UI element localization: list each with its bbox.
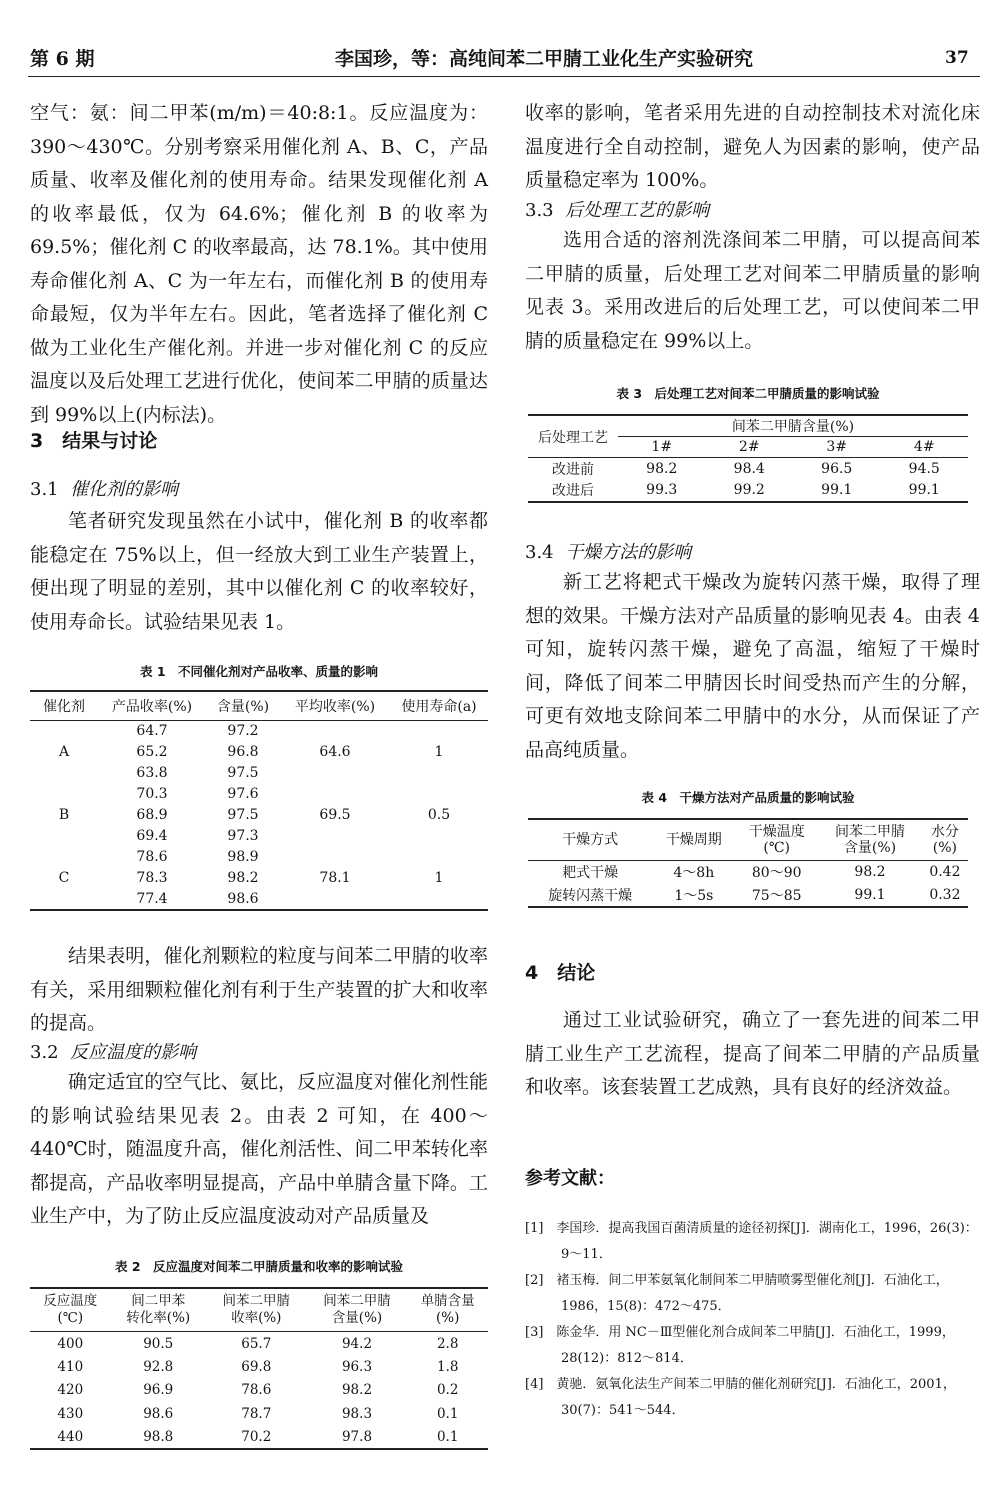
table-header: 含量(%) [216, 699, 270, 715]
table-cell: 0.42 [929, 864, 961, 881]
section-3-1-heading: 3.1 催化剂的影响 [30, 479, 179, 500]
table-header: 间苯二甲腈 含量(%) [323, 1293, 391, 1326]
table-cell: 430 [57, 1405, 84, 1422]
right-column-top: 收率的影响，笔者采用先进的自动控制技术对流化床温度进行全自动控制，避免人为因素的影响，使产品质量稳定率为 100%。 [525, 102, 980, 191]
table-cell: C [58, 870, 70, 886]
table-cell: 97.3 [227, 828, 259, 844]
table-row [30, 889, 488, 910]
table-2 [30, 1257, 488, 1450]
table-4-grid [528, 818, 968, 908]
table-cell: 98.2 [341, 1382, 373, 1399]
table-header: 平均收率(%) [294, 699, 376, 715]
table-cell: 92.8 [143, 1358, 174, 1375]
table-cell: 0.32 [929, 886, 961, 903]
table-row [30, 1332, 488, 1356]
paragraph-results: 结果表明，催化剂颗粒的粒度与间苯二甲腈的收率有关，采用细颗粒催化剂有利于生产装置的扩大和收率的提高。 [30, 945, 488, 1034]
table-cell: 99.1 [821, 482, 853, 498]
left-column [30, 97, 488, 432]
table-header: 反应温度 (℃) [43, 1293, 98, 1326]
reference-item: [4] 黄驰．氨氧化法生产间苯二甲腈的催化剂研究[J]．石油化工，2001，30(7)：541～544． [525, 1377, 956, 1418]
table-cell: 78.6 [241, 1382, 272, 1399]
table-cell: 97.2 [227, 723, 259, 740]
table-cell: 改进后 [552, 483, 594, 499]
table-row [30, 1355, 488, 1379]
table-header: 间苯二甲腈 含量(%) [834, 824, 905, 856]
table-row [30, 1426, 488, 1450]
table-row [30, 868, 488, 889]
table-1-grid [30, 690, 488, 911]
table-group-header: 间苯二甲腈含量(%) [618, 415, 968, 437]
table-row-header: 后处理工艺 [528, 415, 618, 458]
table-cell: 98.4 [733, 460, 765, 477]
table-row [30, 1379, 488, 1403]
table-cell: 98.8 [143, 1428, 174, 1445]
table-3-grid [528, 414, 968, 503]
table-header: 4# [881, 437, 969, 458]
paragraph: 空气：氨：间二甲苯(m/m)＝40:8:1。反应温度为：390～430℃。分别考察采用催化剂 A、B、C，产品质量、收率及催化剂的使用寿命。结果发现催化剂 A 的收率最低，仅为 64.6%；催化剂 B 的收率为 69.5%；催化剂 C 的收率最高，达 78.1%。其中使用寿命催化剂 A、C 为一年左右，而催化剂 B 的使用寿命最短，仅为半年左右。因此，笔者选择了催化剂 C 做为工业化生产催化剂。并进一步对催化剂 C 的反应温度以及后处理工艺进行优化，使间苯二甲腈的质量达到 99%以上(内标法)。 [30, 102, 488, 426]
table-header: 1# [618, 437, 706, 458]
table-row [528, 884, 968, 907]
table-cell: 63.8 [136, 765, 168, 781]
table-cell: 98.3 [341, 1405, 373, 1422]
table-cell: 99.1 [854, 886, 886, 903]
table-cell: 2.8 [436, 1335, 459, 1352]
table-row [30, 763, 488, 784]
table-header: 干燥温度 (℃) [748, 824, 805, 856]
table-cell: 78.6 [136, 849, 168, 865]
table-row [30, 826, 488, 847]
table-cell: 400 [57, 1335, 84, 1352]
table-cell: 410 [57, 1358, 84, 1375]
table-row [30, 742, 488, 763]
table-caption: 表 3 后处理工艺对间苯二甲腈质量的影响试验 [616, 386, 880, 401]
table-header: 干燥方式 [562, 832, 619, 848]
table-cell: 98.2 [646, 460, 678, 477]
table-row [528, 480, 968, 502]
table-cell: 78.7 [241, 1405, 272, 1422]
table-header: 使用寿命(a) [401, 699, 477, 715]
reference-item: [3] 陈金华．用 NC－Ⅲ型催化剂合成间苯二甲腈[J]．石油化工，1999，28(12)：812～814． [525, 1325, 955, 1366]
table-cell: 78.1 [319, 870, 351, 886]
table-header: 2# [706, 437, 794, 458]
table-header: 催化剂 [43, 699, 85, 715]
table-cell: 4～8h [673, 865, 715, 882]
table-cell: 96.9 [143, 1382, 174, 1399]
table-cell: 改进前 [552, 461, 594, 478]
table-header: 单腈含量 (%) [420, 1293, 475, 1326]
table-cell: 90.5 [143, 1335, 174, 1352]
table-1 [30, 662, 488, 911]
table-cell: 94.2 [341, 1335, 373, 1352]
table-header: 水分 (%) [930, 824, 959, 856]
table-cell: 1.8 [436, 1358, 459, 1375]
table-cell: 99.3 [646, 482, 678, 498]
table-cell: 0.2 [436, 1382, 459, 1399]
table-cell: 98.2 [227, 870, 259, 886]
table-row [30, 721, 488, 742]
references-heading: 参考文献： [525, 1168, 615, 1189]
running-title: 李国珍，等：高纯间苯二甲腈工业化生产实验研究 [335, 48, 754, 70]
table-row [30, 1402, 488, 1426]
table-cell: 69.5 [319, 807, 351, 823]
section-4-heading: 4 结论 [525, 962, 596, 984]
table-cell: B [58, 807, 70, 823]
table-3 [528, 384, 968, 503]
table-header: 产品收率(%) [111, 699, 193, 715]
reference-item: [1] 李国珍．提高我国百菌清质量的途径初探[J]．湖南化工，1996，26(3)：9～11． [525, 1221, 978, 1262]
section-3-4-heading: 3.4 干燥方法的影响 [525, 542, 692, 563]
table-row [30, 805, 488, 826]
table-cell: 98.6 [143, 1405, 174, 1422]
table-cell: 97.5 [227, 765, 259, 781]
table-header: 间苯二甲腈 收率(%) [222, 1293, 291, 1326]
table-cell: 64.7 [136, 723, 168, 740]
section-3-2-heading: 3.2 反应温度的影响 [30, 1042, 197, 1063]
table-row [30, 784, 488, 805]
table-cell: 98.2 [854, 864, 886, 881]
table-cell: 64.6 [319, 744, 351, 760]
table-header: 3# [793, 437, 881, 458]
table-cell: 96.8 [227, 744, 259, 760]
table-4 [528, 788, 968, 908]
table-header: 间二甲苯 转化率(%) [126, 1293, 191, 1326]
paragraph-3-3: 选用合适的溶剂洗涤间苯二甲腈，可以提高间苯二甲腈的质量，后处理工艺对间苯二甲腈质量的影响见表 3。采用改进后的后处理工艺，可以使间苯二甲腈的质量稳定在 99%以上。 [525, 229, 980, 352]
table-caption: 表 4 干燥方法对产品质量的影响试验 [641, 790, 855, 805]
table-cell: 0.1 [436, 1405, 459, 1422]
table-2-body [30, 1332, 488, 1450]
table-cell: 70.2 [241, 1428, 272, 1445]
table-cell: 68.9 [136, 807, 168, 823]
table-cell: 80～90 [751, 865, 802, 882]
table-cell: 97.6 [227, 786, 259, 802]
page-number: 37 [945, 48, 969, 68]
table-3-body [528, 458, 968, 502]
section-3-3-heading: 3.3 后处理工艺的影响 [525, 200, 710, 221]
table-cell: 69.8 [241, 1358, 272, 1375]
table-row [30, 847, 488, 868]
table-cell: 440 [57, 1428, 84, 1445]
table-header: 干燥周期 [665, 832, 722, 848]
table-cell: 96.3 [341, 1358, 373, 1375]
table-4-body [528, 861, 968, 907]
table-cell: 97.8 [341, 1428, 373, 1445]
table-cell: 旋转闪蒸干燥 [548, 887, 633, 904]
reference-item: [2] 褚玉梅．间二甲苯氨氧化制间苯二甲腈喷雾型催化剂[J]．石油化工，1986，15(8)：472～475． [525, 1273, 949, 1314]
table-cell: 96.5 [821, 460, 853, 477]
header-rule [28, 76, 980, 77]
references-list [525, 1216, 980, 1424]
table-cell: 0.5 [427, 807, 451, 823]
table-cell: A [58, 744, 70, 760]
issue-number: 第 6 期 [30, 48, 95, 70]
table-cell: 420 [57, 1382, 84, 1399]
table-cell: 69.4 [136, 828, 168, 844]
table-cell: 1～5s [674, 887, 714, 904]
table-row [528, 458, 968, 480]
table-row [528, 861, 968, 884]
table-cell: 耙式干燥 [562, 865, 619, 882]
paragraph-conclusion: 通过工业试验研究，确立了一套先进的间苯二甲腈工业生产工艺流程，提高了间苯二甲腈的产品质量和收率。该套装置工艺成熟，具有良好的经济效益。 [525, 1009, 980, 1098]
table-cell: 99.2 [733, 482, 765, 498]
table-cell: 98.6 [227, 890, 259, 907]
table-cell: 97.5 [227, 807, 259, 823]
table-2-grid [30, 1287, 488, 1450]
table-caption: 表 1 不同催化剂对产品收率、质量的影响 [139, 664, 379, 679]
table-cell: 70.3 [136, 786, 168, 802]
table-caption: 表 2 反应温度对间苯二甲腈质量和收率的影响试验 [114, 1259, 404, 1274]
table-1-body [30, 721, 488, 910]
paragraph-3-4: 新工艺将耙式干燥改为旋转闪蒸干燥，取得了理想的效果。干燥方法对产品质量的影响见表 4。由表 4 可知，旋转闪蒸干燥，避免了高温，缩短了干燥时间，降低了间苯二甲腈因长时间受热而产生的分解，可更有效地支除间苯二甲腈中的水分，从而保证了产品高纯质量。 [525, 571, 980, 761]
table-cell: 75～85 [751, 887, 802, 904]
paragraph-3-2: 确定适宜的空气比、氨比，反应温度对催化剂性能的影响试验结果见表 2。由表 2 可知，在 400～440℃时，随温度升高，催化剂活性、间二甲苯转化率都提高，产品收率明显提高，产品中单腈含量下降。工业生产中，为了防止反应温度波动对产品质量及 [30, 1071, 488, 1227]
running-header [0, 0, 1000, 80]
table-cell: 98.9 [227, 849, 259, 865]
table-cell: 1 [434, 744, 444, 760]
paragraph-3-1: 笔者研究发现虽然在小试中，催化剂 B 的收率都能稳定在 75%以上，但一经放大到工业生产装置上，便出现了明显的差别，其中以催化剂 C 的收率较好，使用寿命长。试验结果见表 1。 [30, 510, 488, 633]
section-3-heading: 3 结果与讨论 [30, 430, 158, 452]
table-cell: 78.3 [136, 870, 168, 886]
table-cell: 65.7 [241, 1335, 272, 1352]
table-cell: 99.1 [908, 482, 940, 498]
table-cell: 65.2 [136, 744, 168, 760]
table-cell: 1 [434, 870, 444, 886]
table-cell: 94.5 [908, 460, 940, 477]
table-cell: 0.1 [436, 1428, 459, 1445]
table-cell: 77.4 [136, 890, 168, 907]
